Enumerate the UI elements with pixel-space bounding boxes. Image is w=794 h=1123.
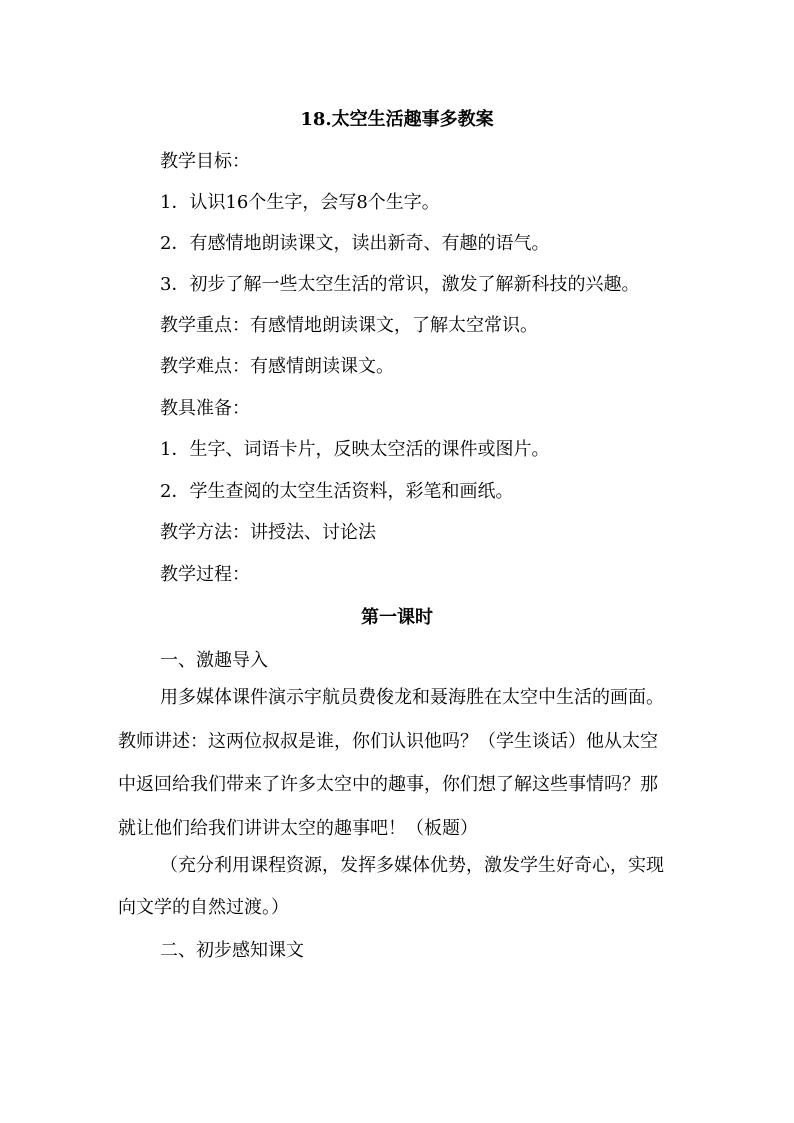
objective-item-3: 3．初步了解一些太空生活的常识，激发了解新科技的兴趣。	[160, 274, 640, 295]
section1-line-4: 就让他们给我们讲讲太空的趣事吧！（板题）	[118, 818, 478, 839]
section1-line-1: 用多媒体课件演示宇航员费俊龙和聂海胜在太空中生活的画面。	[160, 687, 664, 708]
process-heading: 教学过程：	[160, 564, 250, 585]
section1-note-line-2: 向文学的自然过渡。）	[118, 897, 289, 918]
objective-item-1: 1．认识16个生字，会写8个生字。	[160, 192, 440, 213]
section1-line-2: 教师讲述：这两位叔叔是谁，你们认识他吗？（学生谈话）他从太空	[118, 731, 658, 752]
objectives-heading: 教学目标：	[160, 151, 250, 172]
document-title: 18.太空生活趣事多教案	[300, 109, 494, 130]
section2-heading: 二、初步感知课文	[160, 940, 304, 961]
methods: 教学方法：讲授法、讨论法	[160, 522, 376, 543]
material-item-2: 2．学生查阅的太空生活资料，彩笔和画纸。	[160, 481, 514, 502]
lesson-title: 第一课时	[361, 607, 433, 628]
objective-item-2: 2．有感情地朗读课文，读出新奇、有趣的语气。	[160, 233, 550, 254]
section1-heading: 一、激趣导入	[160, 650, 268, 671]
material-item-1: 1．生字、词语卡片，反映太空活的课件或图片。	[160, 439, 550, 460]
section1-note-line-1: （充分利用课程资源，发挥多媒体优势，激发学生好奇心，实现	[160, 855, 664, 876]
key-points: 教学重点：有感情地朗读课文，了解太空常识。	[160, 315, 538, 336]
section1-line-3: 中返回给我们带来了许多太空中的趣事，你们想了解这些事情吗？那	[118, 774, 658, 795]
materials-heading: 教具准备：	[160, 398, 250, 419]
difficulty: 教学难点：有感情朗读课文。	[160, 356, 394, 377]
